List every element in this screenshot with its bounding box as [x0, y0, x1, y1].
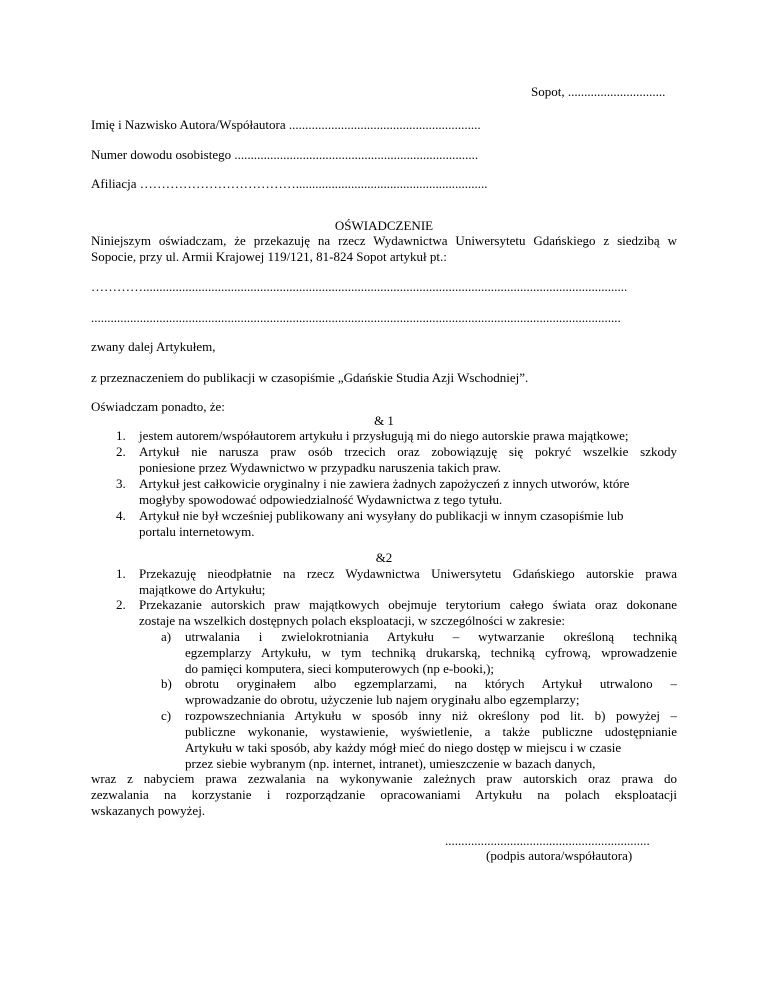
signature-line: ............................................................... [445, 833, 650, 848]
purpose-text: z przeznaczeniem do publikacji w czasopiśmie „Gdańskie Studia Azji Wschodniej”. [91, 370, 529, 385]
section-1-heading: & 1 [374, 413, 394, 428]
list-item-line: majątkowe do Artykułu; [139, 582, 266, 597]
list-item [139, 566, 677, 598]
closing-line: wraz z nabyciem prawa zezwalania na wykonywanie zależnych praw autorskich oraz prawa do [91, 771, 677, 786]
place-date-field: Sopot, .............................. [531, 84, 666, 99]
list-item-line: Artykuł jest całkowicie oryginalny i nie zawiera żadnych zapożyczeń z innych utworów, które [139, 476, 630, 491]
sub-list-item-line: egzemplarzy Artykułu, w tym techniką drukarską, techniką cyfrową, wprowadzenie [185, 645, 677, 660]
intro-line: Niniejszym oświadczam, że przekazuję na rzecz Wydawnictwa Uniwersytetu Gdańskiego z siedzibą w [91, 233, 677, 248]
list-item [139, 476, 677, 508]
sub-list-item-line: Artykułu w taki sposób, aby każdy mógł mieć do niego dostęp w miejscu i w czasie [185, 740, 622, 755]
sub-list-letter: a) [161, 629, 172, 644]
called-text: zwany dalej Artykułem, [91, 339, 216, 354]
sub-list-item-line: utrwalania i zwielokrotniania Artykułu – wytwarzanie określoną techniką [185, 629, 677, 644]
sub-list-letter: c) [161, 708, 172, 723]
list-item-line: mogłyby spowodować odpowiedzialność Wydawnictwa z tego tytułu. [139, 492, 503, 507]
list-item [139, 508, 677, 540]
list-number: 1. [116, 428, 126, 443]
list-item [139, 444, 677, 476]
list-item-line: zostaje na wszelkich dostępnych polach eksploatacji, w szczególności w zakresie: [139, 613, 565, 628]
closing-line: zezwalania na korzystanie i rozporządzanie opracowaniami Artykułu na polach eksploatacji [91, 787, 677, 802]
sub-list-item-line: do pamięci komputera, sieci komputerowych (np e-booki,); [185, 661, 495, 676]
sub-list-item [185, 708, 677, 772]
sub-list-letter: b) [161, 676, 172, 691]
article-title-line-1: …………..................................................................................................................................................... [91, 279, 628, 294]
affiliation-field: Afiliacja ………………………………........................................................... [91, 176, 488, 191]
list-item-line: poniesione przez Wydawnictwo w przypadku naruszenia takich praw. [139, 460, 502, 475]
list-number: 1. [116, 566, 126, 581]
list-number: 4. [116, 508, 126, 523]
list-item-line: Przekazuję nieodpłatnie na rzecz Wydawnictwa Uniwersytetu Gdańskiego autorskie prawa [139, 566, 677, 581]
sub-list-item-line: obrotu oryginałem albo egzemplarzami, na których Artykuł utrwalono – [185, 676, 677, 691]
sub-list-item-line: przez siebie wybranym (np. internet, intranet), umieszczenie w bazach danych, [185, 756, 596, 771]
list-item [139, 428, 679, 444]
document-title: OŚWIADCZENIE [334, 218, 434, 233]
sub-list-item [185, 629, 677, 677]
sub-list-item-line: publiczne wykonanie, wystawienie, wyświetlenie, a także publiczne udostępnianie [185, 724, 677, 739]
author-name-field: Imię i Nazwisko Autora/Współautora ........................................................... [91, 117, 481, 132]
sub-list-item [185, 676, 677, 708]
section-2-heading: &2 [375, 550, 393, 565]
sub-list-item-line: wprowadzanie do obrotu, użyczenie lub najem oryginału albo egzemplarzy; [185, 692, 580, 707]
declare-text: Oświadczam ponadto, że: [91, 399, 225, 414]
list-item-line: Przekazanie autorskich praw majątkowych obejmuje terytorium całego świata oraz dokonane [139, 597, 677, 612]
list-item-line: Artykuł nie był wcześniej publikowany ani wysyłany do publikacji w innym czasopiśmie lub [139, 508, 624, 523]
intro-line: Sopocie, przy ul. Armii Krajowej 119/121, 81-824 Sopot artykuł pt.: [91, 249, 447, 264]
id-number-field: Numer dowodu osobistego ........................................................................... [91, 147, 479, 162]
article-title-line-2: ................................................................................................................................................................... [91, 310, 621, 325]
closing-line: wskazanych powyżej. [91, 803, 206, 818]
sub-list-item-line: rozpowszechniania Artykułu w sposób inny niż określony pod lit. b) powyżej – [185, 708, 677, 723]
list-item [139, 597, 677, 629]
list-item-line: jestem autorem/współautorem artykułu i przysługują mi do niego autorskie prawa majątkowe; [139, 428, 629, 443]
signature-label: (podpis autora/współautora) [486, 848, 633, 863]
intro-paragraph [91, 233, 677, 265]
list-item-line: portalu internetowym. [139, 524, 255, 539]
closing-paragraph [91, 771, 677, 819]
list-item-line: Artykuł nie narusza praw osób trzecich oraz zobowiązuję się pokryć wszelkie szkody [139, 444, 677, 459]
list-number: 2. [116, 444, 126, 459]
list-number: 3. [116, 476, 126, 491]
list-number: 2. [116, 597, 126, 612]
